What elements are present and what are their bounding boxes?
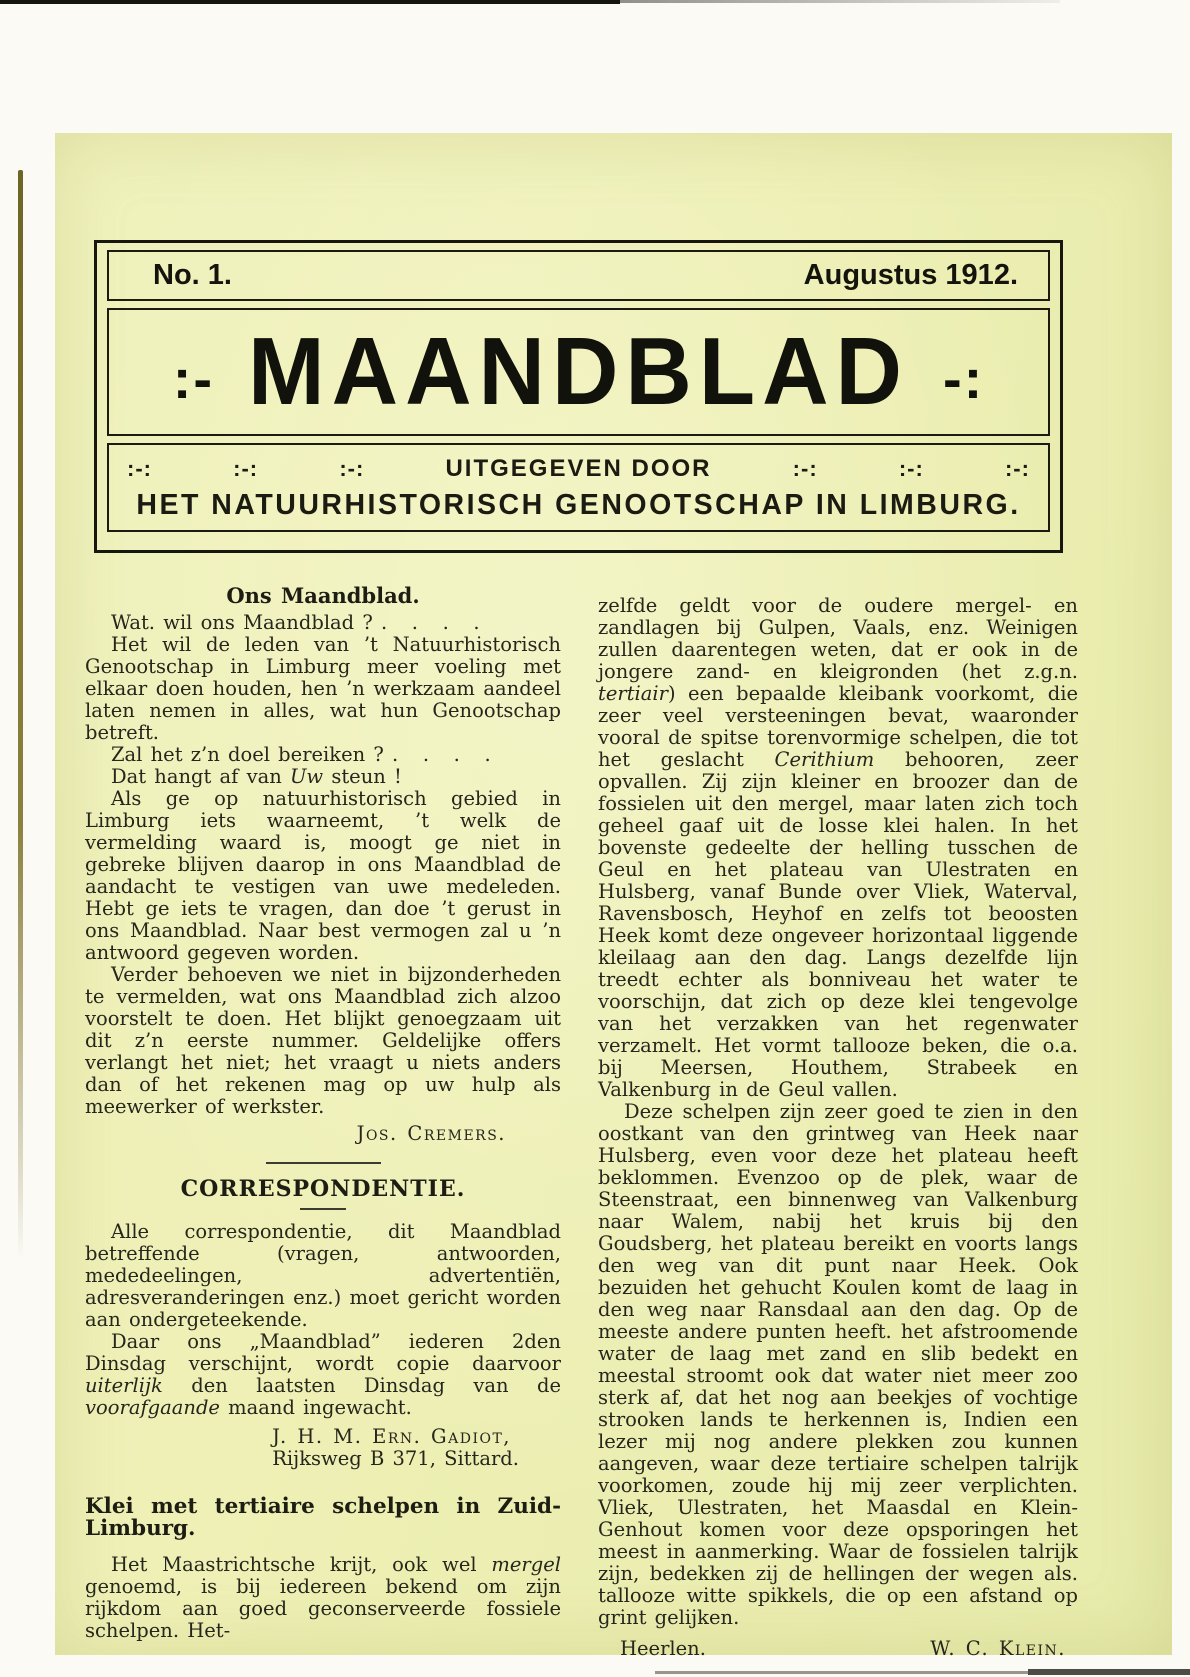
signature-cremers: Jos. Cremers.: [356, 1122, 506, 1145]
publisher-mark: :-:: [898, 456, 924, 481]
scan-edge-line-bottom-dark: [1028, 1669, 1190, 1675]
paragraph: Verder behoeven we niet in bijzonderheden te vermelden, wat ons Maandblad zich alzoo voorstelt te doen. Het blijkt genoegzaam uit dit z’n eerste nummer. Geldelijke offers verlangt het niet; het vraagt u niets anders dan of het rekenen mag op uw hulp als meewerker of werkster.: [85, 963, 561, 1118]
publisher-line1: UITGEGEVEN DOOR: [445, 455, 712, 482]
signature-row: [598, 1638, 1078, 1660]
signature-klein: W. C. Klein.: [930, 1637, 1066, 1660]
publisher-row: [127, 455, 1030, 483]
title-suffix-mark: -:: [942, 346, 985, 410]
publisher-mark: :-:: [339, 456, 365, 481]
paragraph: Het Maastrichtsche krijt, ook wel mergel genoemd, is bij iedereen bekend om zijn rijkdom aan goed geconserveerde fossiele schelpen. Het-: [85, 1553, 561, 1642]
article-heading-klei: Klei met tertiaire schelpen in Zuid-Limburg.: [85, 1494, 561, 1541]
paragraph: Wat. wil ons Maandblad ? . . . .: [111, 611, 480, 634]
issue-bar: [107, 250, 1050, 301]
paragraph: Zal het z’n doel bereiken ? . . . .: [111, 743, 491, 766]
masthead-title: MAANDBLAD: [248, 318, 909, 426]
left-column: [85, 585, 561, 1642]
paragraph: zelfde geldt voor de oudere mergel- en zandlagen bij Gulpen, Vaals, enz. Weinigen zullen daarentegen weten, dat er ook in de jongere zand- en kleigronden (het z.g.n. tertiair) een bepaalde kleibank voorkomt, die zeer veel versteeningen bevat, waaronder vooral de spitse torenvormige schelpen, die tot het geslacht Cerithium behooren, zeer opvallen. Zij zijn kleiner en broozer dan de fossielen uit den mergel, maar laten zich toch geheel gaaf uit de losse klei halen. In het bovenste gedeelte der helling tusschen de Geul en het plateau van Ulestraten en Hulsberg, vanaf Bunde over Vliek, Waterval, Ravensbosch, Heyhof en zelfs tot beoosten Heek komt deze ongeveer horizontaal liggende kleilaag aan den dag. Langs dezelfde lijn treedt echter als bonniveau het water te voorschijn, dat zich op deze klei tengevolge van het verzakken van het regenwater verzamelt. Het vormt tallooze beken, die o.a. bij Meersen, Houthem, Strabeek en Valkenburg in de Geul vallen.: [598, 594, 1078, 1101]
binding-edge-line: [18, 170, 23, 1260]
right-column: [598, 595, 1078, 1660]
publisher-box: [107, 443, 1050, 532]
paragraph: Deze schelpen zijn zeer goed te zien in den oostkant van den grintweg van Heek naar Hulsberg, even voor deze het plateau heeft beklommen. Evenzoo op de plek, waar de Steenstraat, een binnenweg van Valkenburg naar Walem, nabij het kruis bij den Goudsberg, het plateau bereikt en voorts langs den weg van dit punt naar Heek. Ook bezuiden het gehucht Koulen komt de laag in den weg naar Ransdaal aan den dag. Op de meeste andere punten heeft. het afstroomende water de laag met zand en slib bedekt en meestal stroomt ook dat water niet meer zoo sterk af, dat het nog aan beekjes of vochtige strooken lands te herkennen is, Indien een lezer mij nog andere plekken zou kunnen aangeven, waar deze tertiaire schelpen talrijk voorkomen, zoude hij mij zeer verplichten. Vliek, Ulestraten, het Maasdal en Klein-Genhout komen voor deze opsporingen het meest in aanmerking. Waar de fossielen talrijk zijn, bedekken zij de hellingen der wegen als. tallooze witte spikkels, die op een afstand op grint gelijken.: [598, 1100, 1078, 1629]
issue-date: Augustus 1912.: [803, 259, 1018, 291]
section-divider: [266, 1162, 381, 1164]
publisher-mark: :-:: [127, 456, 152, 481]
paragraph: Als ge op natuurhistorisch gebied in Limburg iets waarneemt, ’t welk de vermelding waard is, moogt ge niet in gebreke blijven daarop in ons Maandblad de aandacht te vestigen van uwe medeleden. Hebt ge iets te vragen, dan doe ’t gerust in ons Maandblad. Naar best vermogen zal u ’n antwoord gegeven worden.: [85, 787, 561, 964]
signature-place: Heerlen.: [620, 1637, 706, 1660]
title-prefix-mark: :-: [172, 346, 215, 410]
publisher-mark: :-:: [1004, 456, 1030, 481]
article-heading-correspondentie: CORRESPONDENTIE.: [180, 1176, 466, 1202]
publisher-mark: :-:: [233, 456, 259, 481]
heading-divider: [300, 1208, 346, 1210]
scan-edge-line-top: [0, 0, 620, 4]
paragraph: Het wil de leden van ’t Natuurhistorisch Genootschap in Limburg meer voeling met elkaar doen houden, hen ’n werkzaam aandeel laten nemen in alles, wat hun Genootschap betreft.: [85, 633, 561, 744]
paragraph: Alle correspondentie, dit Maandblad betreffende (vragen, antwoorden, mededeelingen, advertentiën, adresveranderingen enz.) moet gericht worden aan ondergeteekende.: [85, 1220, 561, 1331]
signature-gadiot-address: Rijksweg B 371, Sittard.: [272, 1447, 519, 1470]
masthead-frame: [94, 240, 1063, 553]
scan-edge-line-bottom: [655, 1671, 1035, 1674]
publisher-name: HET NATUURHISTORISCH GENOOTSCHAP IN LIMBURG.: [136, 489, 1021, 521]
masthead-title-box: [107, 308, 1050, 436]
paragraph: Dat hangt af van Uw steun !: [111, 765, 402, 788]
paragraph: Daar ons „Maandblad” iederen 2den Dinsdag verschijnt, wordt copie daarvoor uiterlijk den laatsten Dinsdag van de voorafgaande maand ingewacht.: [85, 1330, 561, 1419]
scan-edge-line-top-fade: [620, 0, 1060, 3]
signature-gadiot: J. H. M. Ern. Gadiot,: [272, 1425, 511, 1448]
publisher-mark: :-:: [792, 456, 818, 481]
article-heading-ons-maandblad: Ons Maandblad.: [226, 583, 420, 608]
magazine-page: [55, 133, 1172, 1660]
issue-number: No. 1.: [153, 259, 232, 291]
